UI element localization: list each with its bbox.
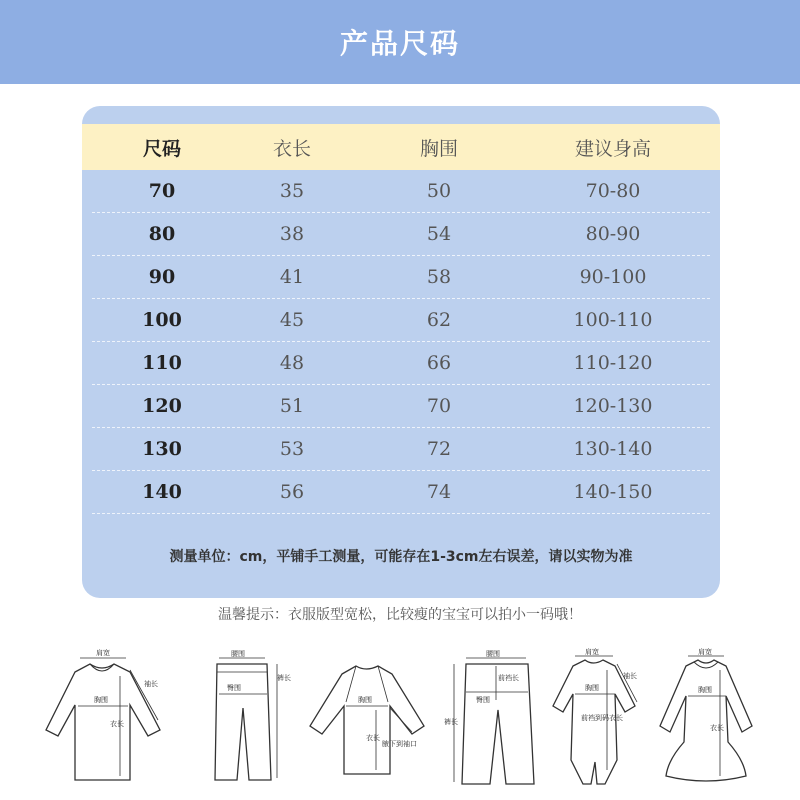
measurement-note: 测量单位：cm，平铺手工测量，可能存在1-3cm左右误差，请以实物为准 [169,549,633,565]
cell-length: 38 [279,223,305,245]
romper-figure [545,650,645,790]
cell-length: 35 [279,180,305,202]
size-table-card [82,106,720,598]
cell-length: 56 [279,481,305,503]
raglan-figure [302,650,432,790]
measurement-figures [30,650,770,790]
cell-height: 80-90 [585,223,641,245]
romper-length-label: 衣长 [609,714,623,722]
pants2-waist-label: 腰围 [486,650,500,658]
pants-figure [205,650,291,790]
shirt-figure [40,650,170,790]
cell-size: 90 [148,266,176,288]
cell-chest: 74 [426,481,452,503]
raglan-length-label: 衣长 [366,734,380,742]
cell-size: 70 [148,180,176,202]
table-row [82,213,720,255]
row-divider [92,513,710,514]
cell-chest: 62 [426,309,452,331]
header-size: 尺码 [142,137,181,160]
cell-chest: 58 [426,266,452,288]
page-title: 产品尺码 [339,27,460,60]
raglan-sleeve-label: 腋下到袖口 [382,740,417,748]
table-row [82,342,720,384]
header-length: 衣长 [272,137,311,160]
shirt-length-label: 衣长 [110,720,124,728]
dress-length-label: 衣长 [710,724,724,732]
pants2-length-label: 裤长 [444,718,458,726]
pants2-rise-label: 前裆长 [498,674,519,682]
pants2-figure [442,650,542,790]
dress-figure [650,650,760,790]
cell-chest: 70 [426,395,452,417]
cell-height: 120-130 [573,395,653,417]
pants-waist-label: 腰围 [231,650,245,658]
cell-height: 110-120 [573,352,653,374]
dress-chest-label: 胸围 [698,686,712,694]
table-header-row [82,124,720,170]
romper-shoulder-label: 肩宽 [585,648,599,656]
table-row [82,471,720,513]
pants2-hip-label: 臀围 [476,696,490,704]
shirt-shoulder-label: 肩宽 [96,649,110,657]
cell-length: 45 [279,309,305,331]
cell-length: 53 [279,438,305,460]
shirt-chest-label: 胸围 [94,696,108,704]
cell-length: 51 [279,395,305,417]
cell-size: 100 [142,309,182,331]
dress-shoulder-label: 肩宽 [698,648,712,656]
table-row [82,170,720,212]
cell-chest: 50 [426,180,452,202]
table-row [82,299,720,341]
cell-chest: 66 [426,352,452,374]
pants-hip-label: 臀围 [227,684,241,692]
pants-length-label: 裤长 [277,674,291,682]
cell-size: 130 [142,438,182,460]
cell-size: 80 [148,223,176,245]
shirt-sleeve-label: 袖长 [144,680,158,688]
cell-chest: 54 [426,223,452,245]
tip-text: 温馨提示：衣服版型宽松，比较瘦的宝宝可以拍小一码哦！ [218,607,582,623]
cell-size: 110 [142,352,182,374]
page-header [0,0,800,84]
table-row [82,385,720,427]
romper-sleeve-label: 袖长 [623,672,637,680]
table-row [82,256,720,298]
header-height: 建议身高 [574,137,651,160]
cell-height: 130-140 [573,438,653,460]
cell-height: 140-150 [573,481,653,503]
header-chest: 胸围 [419,137,458,160]
table-row [82,428,720,470]
raglan-chest-label: 胸围 [358,696,372,704]
romper-chest-label: 胸围 [585,684,599,692]
cell-size: 120 [142,395,182,417]
cell-chest: 72 [426,438,452,460]
cell-size: 140 [142,481,182,503]
romper-rise-label: 前裆到码 [581,714,609,722]
cell-height: 100-110 [573,309,653,331]
cell-height: 90-100 [579,266,647,288]
cell-length: 41 [279,266,305,288]
cell-height: 70-80 [585,180,641,202]
cell-length: 48 [279,352,305,374]
